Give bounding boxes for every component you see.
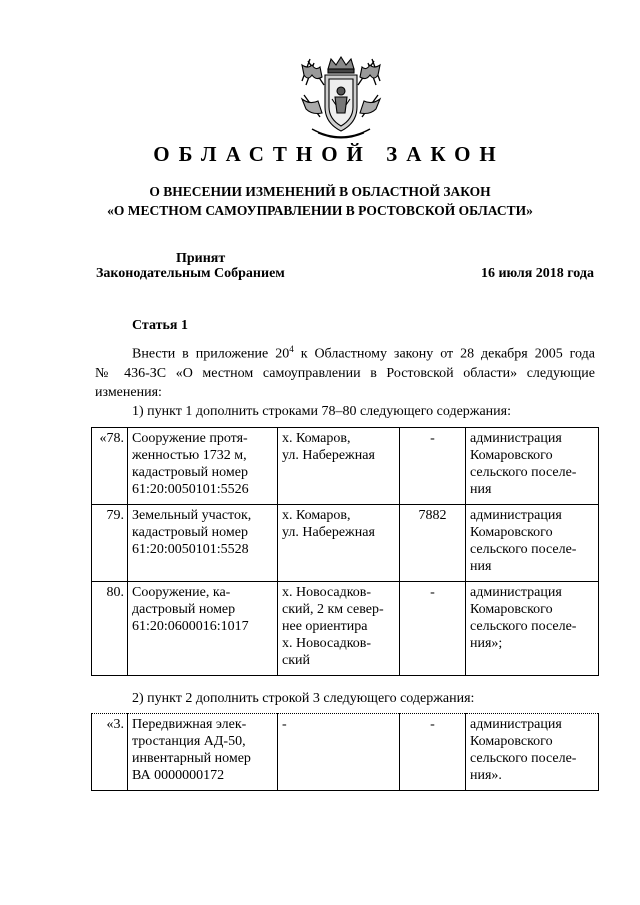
object-cell: Сооружение, ка- дастровый номер 61:20:0600016:1017 (128, 582, 278, 676)
object-cell: Передвижная элек- тростанция АД-50, инвентарный номер ВА 0000000172 (128, 714, 278, 791)
object-cell: Земельный участок, кадастровый номер 61:20:0050101:5528 (128, 505, 278, 582)
row-number: 79. (92, 505, 128, 582)
owner-cell: администрация Комаровского сельского поселе- ния»; (466, 582, 599, 676)
location-cell: х. Новосадков- ский, 2 км север- нее ориентира х. Новосадков- ский (278, 582, 400, 676)
article-intro-line1 (95, 340, 595, 364)
owner-cell: администрация Комаровского сельского поселе- ния (466, 428, 599, 505)
location-cell: х. Комаров, ул. Набережная (278, 505, 400, 582)
area-cell: - (400, 582, 466, 676)
coat-of-arms-emblem (298, 55, 384, 143)
law-subtitle (0, 182, 640, 220)
law-title: ОБЛАСТНОЙ ЗАКОН (153, 142, 505, 166)
intro-text-a: Внести в приложение 20 (132, 346, 290, 362)
items-table-2-body (92, 714, 599, 791)
location-cell: х. Комаров, ул. Набережная (278, 428, 400, 505)
adopted-label: Принят (176, 251, 226, 266)
row-number: 80. (92, 582, 128, 676)
law-subtitle-line2: «О МЕСТНОМ САМОУПРАВЛЕНИИ В РОСТОВСКОЙ ОБЛАСТИ» (107, 203, 533, 218)
law-subtitle-line1: О ВНЕСЕНИИ ИЗМЕНЕНИЙ В ОБЛАСТНОЙ ЗАКОН (149, 184, 491, 199)
area-cell: - (400, 428, 466, 505)
item-1-text: 1) пункт 1 дополнить строками 78–80 следующего содержания: (132, 404, 511, 419)
owner-cell: администрация Комаровского сельского поселе- ния». (466, 714, 599, 791)
owner-cell: администрация Комаровского сельского поселе- ния (466, 505, 599, 582)
table-row (92, 428, 599, 505)
object-cell: Сооружение протя- женностью 1732 м, кадастровый номер 61:20:0050101:5526 (128, 428, 278, 505)
table-row (92, 714, 599, 791)
items-table-1 (91, 427, 599, 676)
article-intro-line2: № 436-ЗС «О местном самоуправлении в Ростовской области» следующие (95, 365, 595, 381)
article-intro (95, 340, 595, 402)
items-table-1-body (92, 428, 599, 676)
table-row (92, 505, 599, 582)
intro-text-b: к Областному закону от 28 декабря 2005 года (293, 346, 595, 362)
item-2-text: 2) пункт 2 дополнить строкой 3 следующего содержания: (132, 691, 475, 706)
location-cell: - (278, 714, 400, 791)
table-row (92, 582, 599, 676)
article-heading: Статья 1 (132, 318, 188, 333)
assembly-label: Законодательным Собранием (96, 266, 285, 281)
area-cell: - (400, 714, 466, 791)
items-table-2 (91, 713, 599, 791)
area-cell: 7882 (400, 505, 466, 582)
row-number: «78. (92, 428, 128, 505)
adoption-date: 16 июля 2018 года (480, 266, 594, 281)
article-intro-line3: изменения: (95, 384, 162, 400)
row-number: «3. (92, 714, 128, 791)
intro-superscript: 4 (289, 344, 294, 354)
